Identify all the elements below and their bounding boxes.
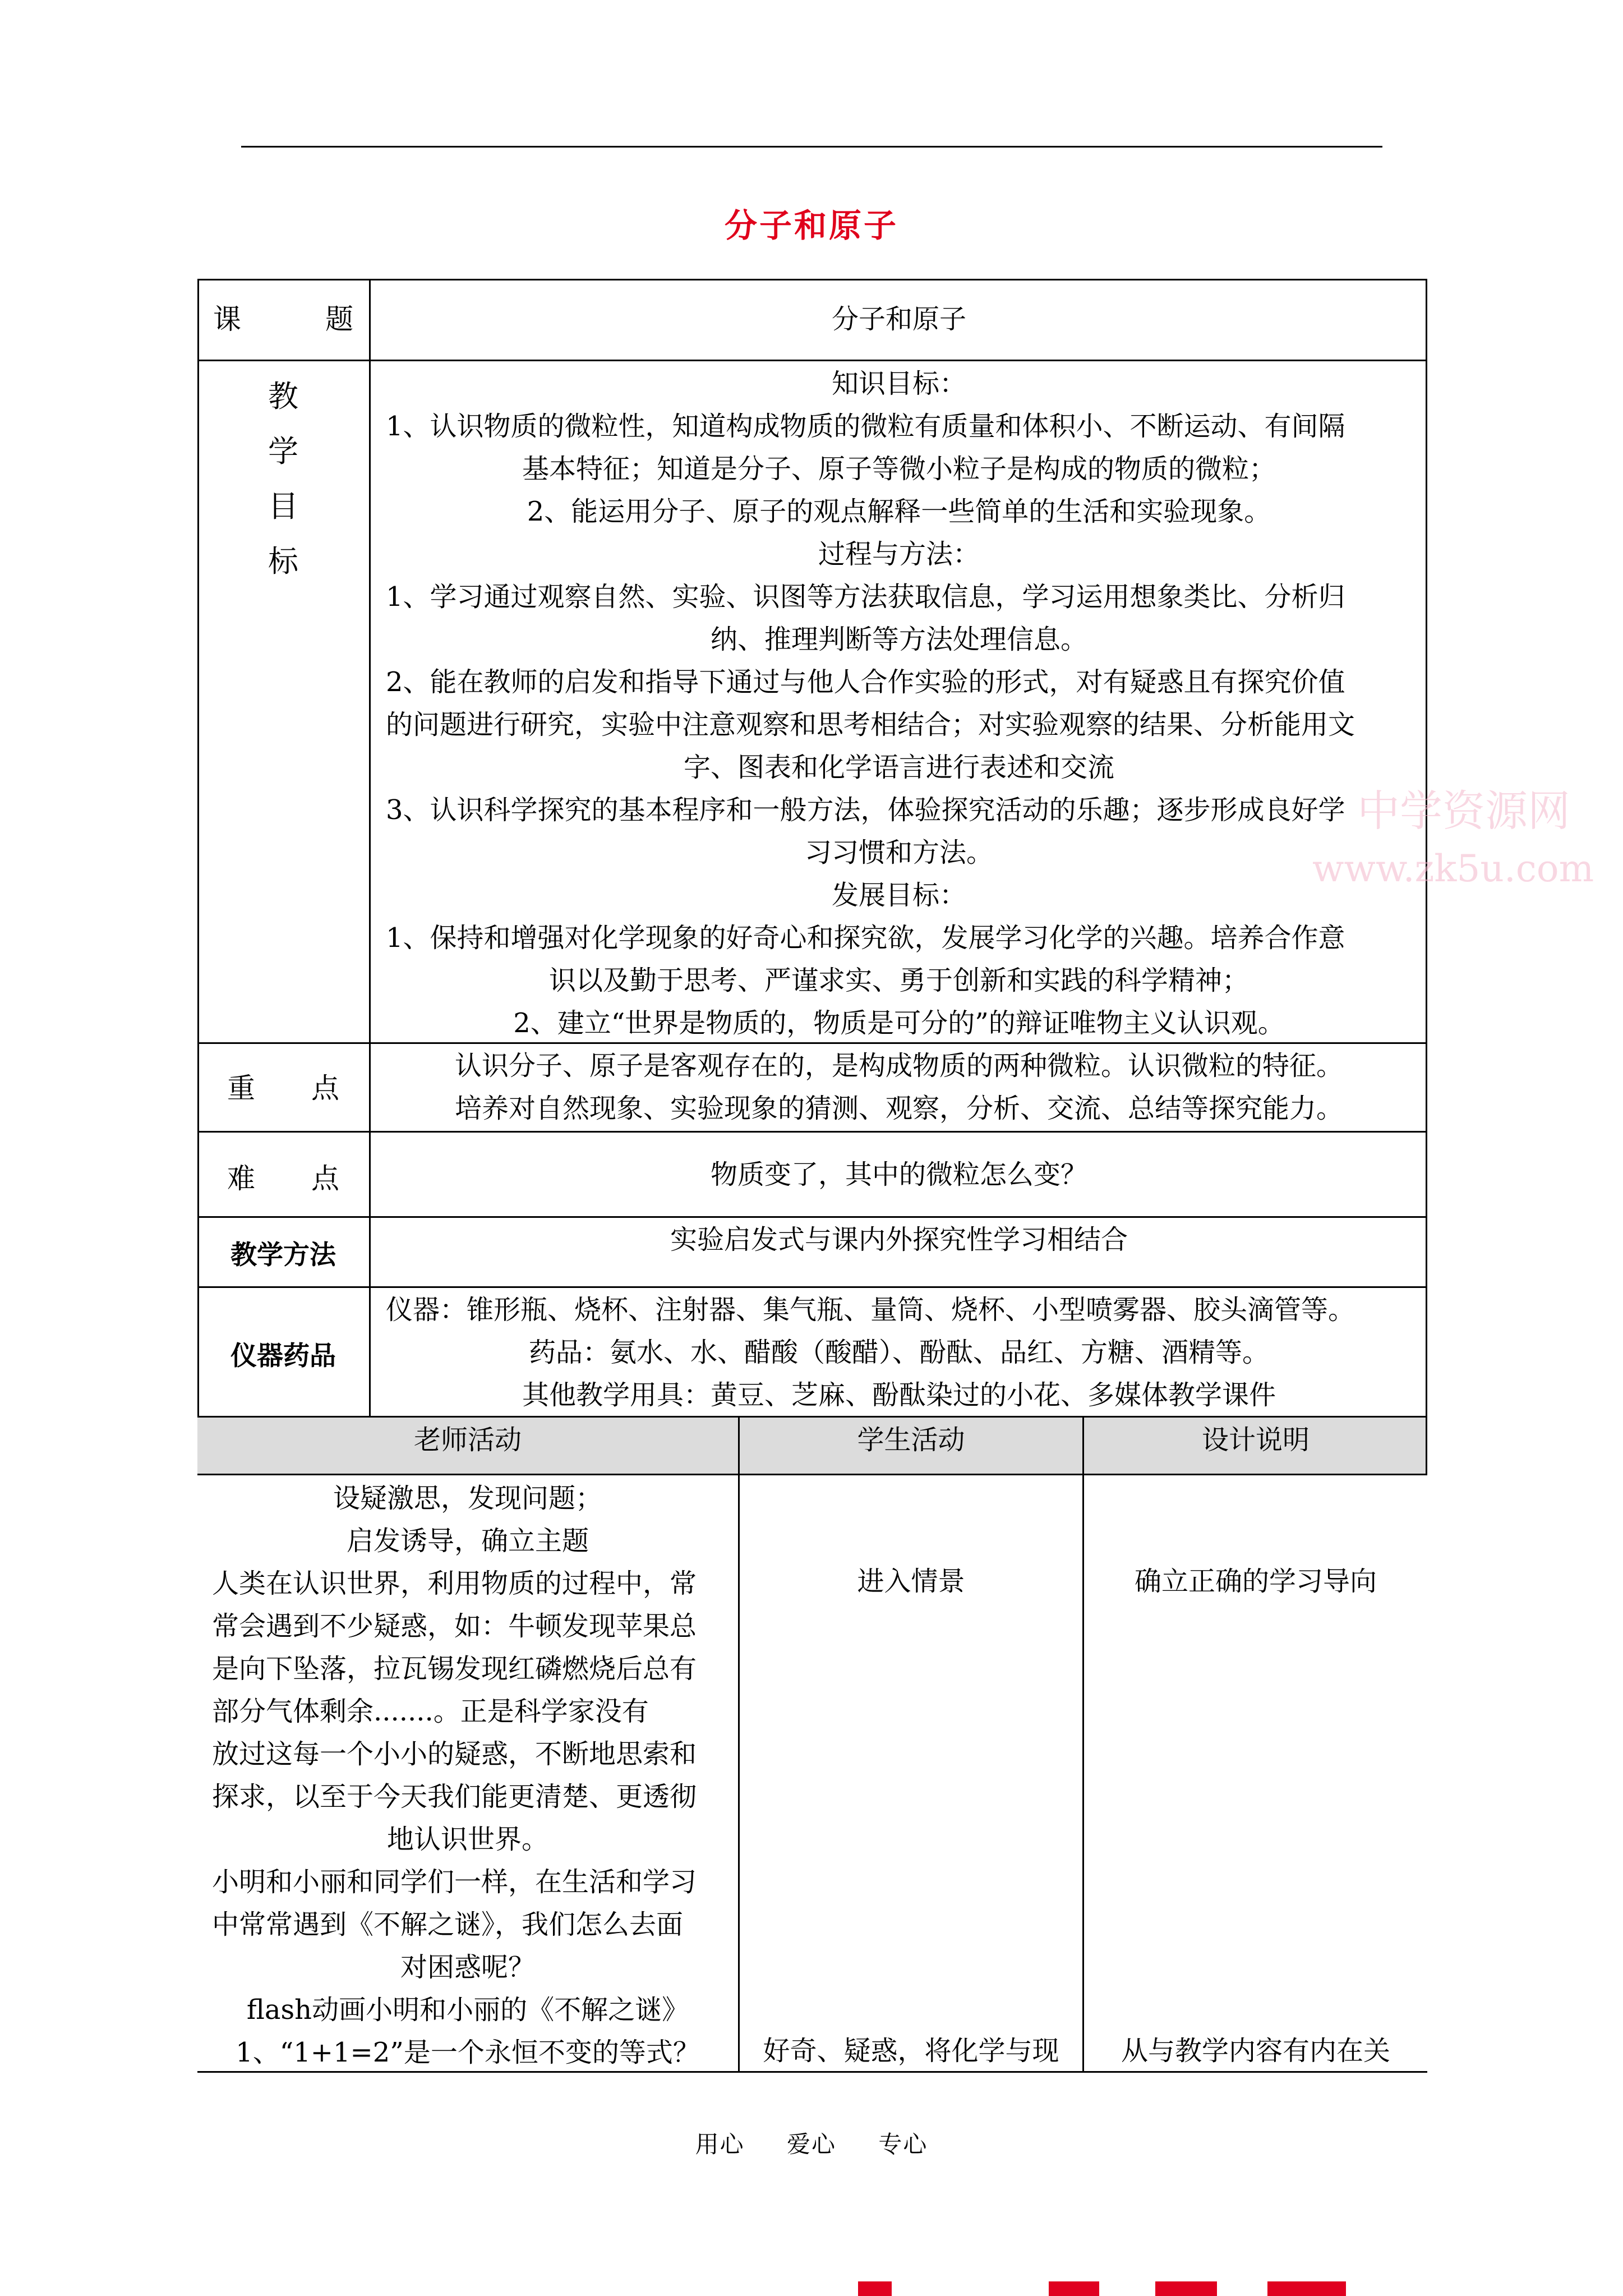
key-points-label: 重 点 bbox=[227, 1072, 339, 1105]
cropped-red-text-fragment bbox=[1267, 2281, 1346, 2296]
goals-line: 1、保持和增强对化学现象的好奇心和探究欲，发展学习化学的兴趣。培养合作意 bbox=[386, 922, 1345, 954]
goals-line: 过程与方法： bbox=[818, 539, 980, 570]
student-activity-1: 进入情景 bbox=[857, 1566, 965, 1597]
difficulty-label: 难 点 bbox=[227, 1162, 339, 1195]
teacher-line: 设疑激思，发现问题； bbox=[333, 1483, 602, 1514]
cropped-red-text-fragment bbox=[1049, 2281, 1099, 2296]
student-activity-2: 好奇、疑惑，将化学与现 bbox=[763, 2035, 1059, 2067]
row-divider bbox=[197, 360, 1427, 361]
header-teacher: 老师活动 bbox=[413, 1424, 522, 1456]
goals-label: 教 学 目 标 bbox=[268, 379, 298, 579]
teacher-line: 常会遇到不少疑惑，如：牛顿发现苹果总 bbox=[212, 1611, 697, 1642]
materials-line: 药品：氨水、水、醋酸（酸醋）、酚酞、品红、方糖、酒精等。 bbox=[528, 1337, 1269, 1368]
row-divider bbox=[197, 1216, 1427, 1218]
teacher-line: 探求，以至于今天我们能更清楚、更透彻 bbox=[212, 1781, 697, 1812]
header-student: 学生活动 bbox=[857, 1424, 965, 1456]
row-divider bbox=[197, 1131, 1427, 1133]
header-rule bbox=[241, 146, 1382, 148]
page-footer bbox=[0, 2126, 1623, 2160]
teacher-line: flash动画小明和小丽的《不解之谜》 bbox=[246, 1994, 689, 2026]
materials-line: 其他教学用具：黄豆、芝麻、酚酞染过的小花、多媒体教学课件 bbox=[522, 1379, 1276, 1411]
goals-line: 3、认识科学探究的基本程序和一般方法，体验探究活动的乐趣；逐步形成良好学 bbox=[386, 794, 1345, 826]
method-value: 实验启发式与课内外探究性学习相结合 bbox=[670, 1224, 1128, 1255]
watermark-url: www.zk5u.com bbox=[1312, 847, 1594, 890]
teacher-line: 中常常遇到《不解之谜》，我们怎么去面 bbox=[212, 1909, 684, 1940]
watermark-site-name: 中学资源网 bbox=[1357, 786, 1570, 836]
goals-line: 识以及勤于思考、严谨求实、勇于创新和实践的科学精神； bbox=[548, 965, 1249, 996]
row-divider bbox=[197, 1286, 1427, 1288]
goals-line: 1、认识物质的微粒性，知道构成物质的微粒有质量和体积小、不断运动、有间隔 bbox=[386, 411, 1345, 442]
goals-line: 纳、推理判断等方法处理信息。 bbox=[710, 624, 1087, 655]
topic-value: 分子和原子 bbox=[831, 303, 966, 335]
footer-word: 爱心 bbox=[786, 2131, 836, 2158]
key-points-line: 培养对自然现象、实验现象的猜测、观察，分析、交流、总结等探究能力。 bbox=[454, 1093, 1343, 1124]
method-label: 教学方法 bbox=[230, 1240, 336, 1271]
header-design: 设计说明 bbox=[1201, 1424, 1310, 1456]
teacher-line: 启发诱导，确立主题 bbox=[346, 1525, 589, 1557]
goals-line: 1、学习通过观察自然、实验、识图等方法获取信息，学习运用想象类比、分析归 bbox=[386, 581, 1345, 613]
cropped-red-text-fragment bbox=[858, 2281, 892, 2296]
teacher-line: 部分气体剩余.......。正是科学家没有 bbox=[212, 1696, 649, 1727]
teacher-line: 是向下坠落，拉瓦锡发现红磷燃烧后总有 bbox=[212, 1653, 697, 1685]
goals-line: 发展目标： bbox=[831, 880, 966, 911]
activity-header-divider bbox=[197, 1474, 1427, 1475]
topic-label: 课 题 bbox=[213, 303, 353, 335]
key-points-line: 认识分子、原子是客观存在的，是构成物质的两种微粒。认识微粒的特征。 bbox=[454, 1050, 1343, 1082]
goals-line: 基本特征；知道是分子、原子等微小粒子是构成的物质的微粒； bbox=[522, 453, 1276, 485]
goals-line: 知识目标： bbox=[831, 368, 966, 399]
teacher-line: 放过这每一个小小的疑惑，不断地思索和 bbox=[212, 1738, 697, 1770]
document-title: 分子和原子 bbox=[724, 206, 898, 245]
activity-column-divider bbox=[738, 1418, 740, 2071]
difficulty-value: 物质变了，其中的微粒怎么变？ bbox=[710, 1159, 1087, 1190]
teacher-line: 1、“1+1=2”是一个永恒不变的等式？ bbox=[236, 2037, 700, 2068]
footer-word: 专心 bbox=[878, 2131, 928, 2158]
cropped-red-text-fragment bbox=[1155, 2281, 1217, 2296]
materials-line: 仪器：锥形瓶、烧杯、注射器、集气瓶、量筒、烧杯、小型喷雾器、胶头滴管等。 bbox=[386, 1294, 1355, 1326]
activity-column-divider bbox=[1082, 1418, 1084, 2071]
teacher-line: 人类在认识世界，利用物质的过程中，常 bbox=[212, 1568, 697, 1599]
goals-line: 2、建立“世界是物质的，物质是可分的”的辩证唯物主义认识观。 bbox=[513, 1007, 1285, 1039]
goals-line: 2、能运用分子、原子的观点解释一些简单的生活和实验现象。 bbox=[527, 496, 1271, 527]
teacher-line: 小明和小丽和同学们一样，在生活和学习 bbox=[212, 1866, 697, 1898]
materials-label: 仪器药品 bbox=[230, 1341, 336, 1372]
design-note-1: 确立正确的学习导向 bbox=[1134, 1566, 1377, 1597]
teacher-line: 地认识世界。 bbox=[386, 1824, 548, 1855]
goals-line: 的问题进行研究，实验中注意观察和思考相结合；对实验观察的结果、分析能用文 bbox=[386, 709, 1355, 740]
goals-line: 习习惯和方法。 bbox=[804, 837, 993, 868]
goals-line: 2、能在教师的启发和指导下通过与他人合作实验的形式，对有疑惑且有探究价值 bbox=[386, 666, 1345, 698]
footer-word: 用心 bbox=[695, 2131, 745, 2158]
goals-line: 字、图表和化学语言进行表述和交流 bbox=[683, 752, 1114, 783]
teacher-line: 对困惑呢？ bbox=[400, 1952, 535, 1983]
design-note-2: 从与教学内容有内在关 bbox=[1121, 2035, 1390, 2067]
